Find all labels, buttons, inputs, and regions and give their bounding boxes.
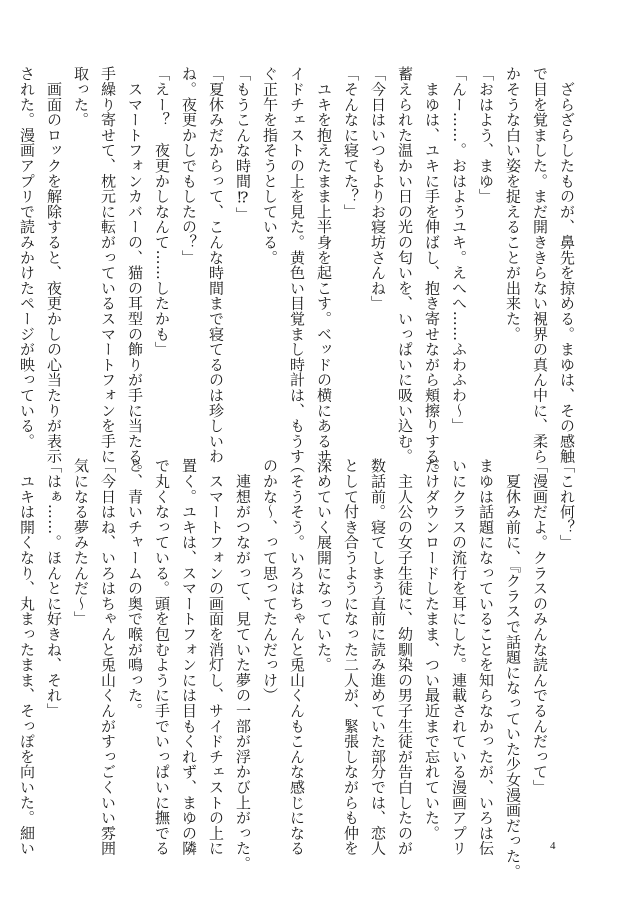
text-line: 「おはよう、まゆ」 xyxy=(477,66,495,204)
text-line: 夏休み前に、『クラスで話題になっていた少女漫画だった。 xyxy=(504,458,522,879)
text-block-top xyxy=(18,66,580,480)
text-line: のかな～、って思ってたんだっけ） xyxy=(261,458,279,703)
text-line: 連想がつながって、見ていた夢の一部が浮かび上がった。 xyxy=(234,458,252,872)
text-line: 「んー……。おはようユキ。えへへ……ふわふわ～」 xyxy=(450,66,468,434)
text-line: ぐ正午を指そうとしている。 xyxy=(261,66,279,265)
text-line: 「今日はね、いろはちゃんと兎山くんがすっごくいい雰囲 xyxy=(99,458,117,856)
text-line: まゆは話題になっていることを知らなかったが、いろは伝 xyxy=(477,458,495,856)
text-line: 手繰り寄せて、枕元に転がっているスマートフォンを手に xyxy=(99,66,117,464)
text-line: 「えー？ 夜更かしなんて……したかも」 xyxy=(153,66,171,357)
text-line: 数話前。寝てしまう直前に読み進めていた部分では、恋人 xyxy=(369,458,387,856)
text-line: 「これ何？」 xyxy=(558,458,576,550)
text-line: 蓄えられた温かい日の光の匂いを、いっぱいに吸い込む。 xyxy=(396,66,414,464)
text-line: 「夏休みだからって、こんな時間まで寝てるのは珍しいわ xyxy=(207,66,225,464)
text-line: 「今日はいつもよりお寝坊さんね」 xyxy=(369,66,387,311)
text-line: 画面のロックを解除すると、夜更かしの心当たりが表示 xyxy=(45,66,63,464)
text-line: ざらざらしたものが、鼻先を掠める。まゆは、その感触 xyxy=(558,66,576,464)
text-line: （そうそう。いろはちゃんと兎山くんもこんな感じになる xyxy=(288,458,306,856)
text-line: ユキを抱えたまま上半身を起こす。ベッドの横にあるサ xyxy=(315,66,333,464)
text-line: で目を覚ました。まだ開ききらない視界の真ん中に、柔ら xyxy=(531,66,549,464)
text-line: 「はぁ……。ほんとに好きね、それ」 xyxy=(45,458,63,719)
text-line: 置く。ユキは、スマートフォンには目もくれず、まゆの隣 xyxy=(180,458,198,856)
text-line: 気になる夢みたんだ～」 xyxy=(72,458,90,627)
text-line: として付き合うようになった二人が、緊張しながらも仲を xyxy=(342,458,360,856)
text-line: スマートフォンの画面を消灯し、サイドチェストの上に xyxy=(207,458,225,856)
text-line: 主人公の女子生徒に、幼馴染の男子生徒が告白したのが xyxy=(396,458,414,856)
text-line: 「もうこんな時間⁉」 xyxy=(234,66,252,222)
text-line: ユキは開くなり、丸まったまま、そっぽを向いた。細い xyxy=(18,458,36,856)
text-line: いにクラスの流行を耳にした。連載されている漫画アプリ xyxy=(450,458,468,856)
text-line: 「漫画だよ。クラスのみんな読んでるんだって」 xyxy=(531,458,549,795)
text-line: で丸くなっている。頭を包むように手でいっぱいに撫でる xyxy=(153,458,171,856)
text-line: イドチェストの上を見た。黄色い目覚まし時計は、もうす xyxy=(288,66,306,464)
text-line: 深めていく展開になっていた。 xyxy=(315,458,333,673)
text-line: 「そんなに寝てた？」 xyxy=(342,66,360,219)
text-line: スマートフォンカバーの、猫の耳型の飾りが手に当たる。 xyxy=(126,66,144,480)
text-line: された。漫画アプリで読みかけたページが映っている。 xyxy=(18,66,36,449)
page-number: 4 xyxy=(550,840,556,852)
text-line: かそうな白い姿を捉えることが出来た。 xyxy=(504,66,522,342)
text-line: ね。夜更かしでもしたの？」 xyxy=(180,66,198,265)
text-block-bottom xyxy=(18,458,580,879)
text-line: だけダウンロードしたまま、つい最近まで忘れていた。 xyxy=(423,458,441,841)
text-line: まゆは、ユキに手を伸ばし、抱き寄せながら頬擦りする。 xyxy=(423,66,441,480)
text-line: 取った。 xyxy=(72,66,90,128)
text-line: と、青いチャームの奥で喉が鳴った。 xyxy=(126,458,144,719)
